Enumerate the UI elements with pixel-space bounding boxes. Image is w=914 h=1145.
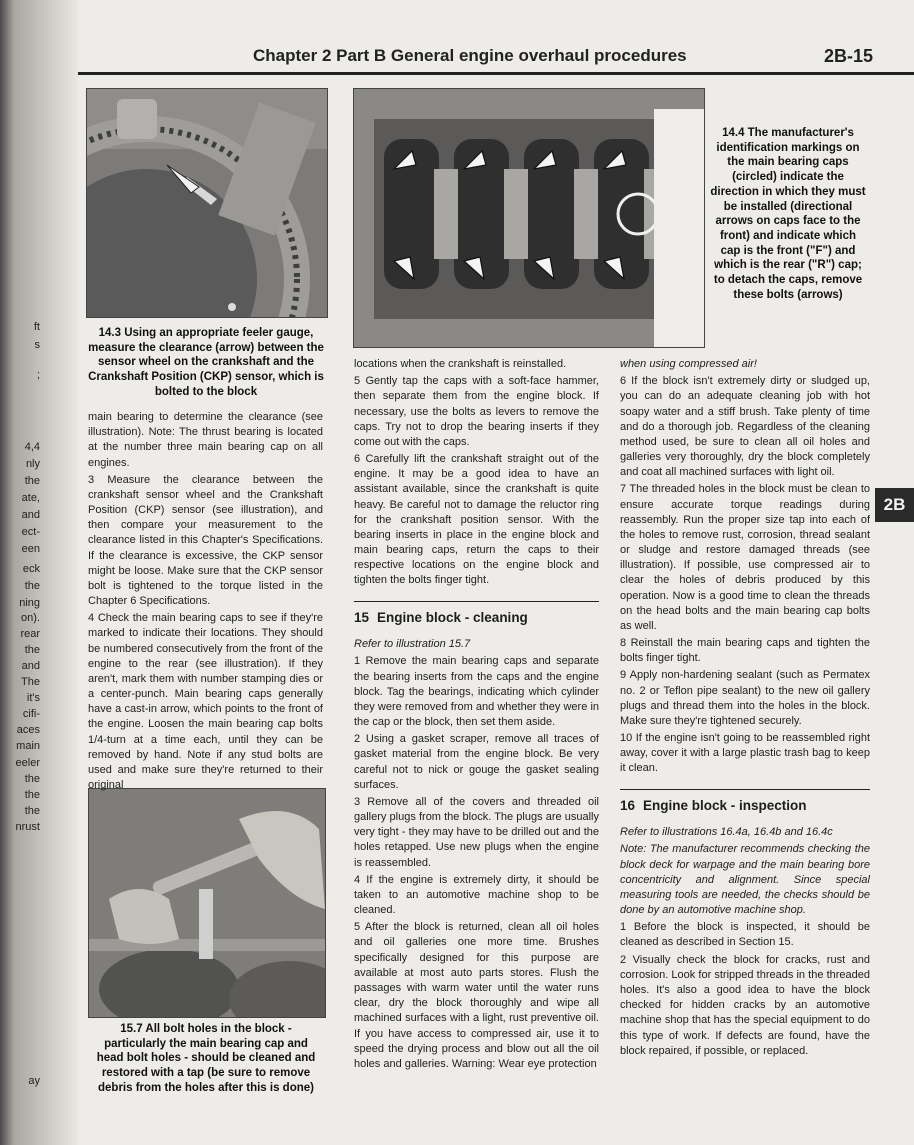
paragraph: 4 If the engine is extremely dirty, it should be taken to an automotive machine shop to be cleaned.: [354, 873, 599, 917]
paragraph: 5 After the block is returned, clean all oil holes and oil galleries one more time. Brushes specifically designed for this purpose are available at most auto parts stores. Flush the passages with warm water until the water runs clear, dry the block thoroughly and wipe all machined surfaces with a light, rust preventive oil. If you have access to compressed air, use it to speed the drying process and blow out all the oil holes and galleries. Warning: Wear eye protection: [354, 921, 599, 1070]
text-column-middle: [354, 357, 599, 1074]
paragraph: 5 Gently tap the caps with a soft-face hammer, then separate them from the engine block. If necessary, use the bolts as levers to remove the caps. Try not to drop the bearing inserts if they come out with the caps.: [354, 375, 599, 448]
page-header: [253, 46, 873, 74]
binding-text-fragment: the: [24, 773, 40, 785]
paragraph: 1 Remove the main bearing caps and separate the bearing inserts from the caps and the engine block. Tag the bearings, indicating which cylinder they were removed from and whether they were in the cap or the block, then set them aside.: [354, 655, 599, 729]
paragraph: 10 If the engine isn't going to be reassembled right away, cover it with a large plastic trash bag to keep it clean.: [620, 732, 870, 775]
paragraph: 3 Remove all of the covers and threaded oil gallery plugs from the block. The plugs are usually very tight - they may have to be drilled out and the holes retapped. Use new plugs when the engine is reassembled.: [354, 795, 599, 869]
section-title: Engine block - inspection: [643, 797, 807, 813]
caption-fig-15-7: 15.7 All bolt holes in the block - particularly the main bearing cap and head bolt holes - should be cleaned and restored with a tap (be sure to remove debris from the holes after this is done): [96, 1023, 316, 1094]
paragraph: 7 The threaded holes in the block must be clean to ensure accurate torque readings during reassembly. Run the proper size tap into each of the holes to remove rust, corrosion, thread sealant or sludge and restore damaged threads (see illustration). If possible, use compressed air to clear the holes of debris produced by this operation. Now is a good time to clean the threads on the head bolts and the main bearing cap bolts as well.: [620, 483, 870, 632]
paragraph: 6 Carefully lift the crankshaft straight out of the engine. It may be a good idea to have an assistant available, since the crankshaft is quite heavy. Be careful not to damage the reluctor ring for the crankshaft position sensor. With the bearing inserts in place in the engine block and main bearing caps, return the caps to their respective locations on the engine block and tighten the bolts finger tight.: [354, 453, 599, 587]
paragraph: locations when the crankshaft is reinstalled.: [354, 358, 567, 370]
paragraph: 9 Apply non-hardening sealant (such as Permatex no. 2 or Teflon pipe sealant) to the new oil gallery plugs and thread them into the holes in the block. Make sure they're tightened securely.: [620, 669, 870, 727]
binding-text-fragment: ning: [19, 597, 40, 609]
binding-text-fragment: and: [21, 509, 40, 521]
binding-text-fragment: it's: [26, 692, 40, 704]
binding-text-fragment: the: [24, 580, 40, 592]
binding-text-fragment: 4,4: [24, 441, 40, 453]
section-title: Engine block - cleaning: [377, 609, 528, 625]
book-binding-margin: [0, 0, 78, 1145]
paragraph: 8 Reinstall the main bearing caps and tighten the bolts finger tight.: [620, 637, 870, 665]
caption-fig-14-4: 14.4 The manufacturer's identification markings on the main bearing caps (circled) indicate the direction in which they must be installed (directional arrows on caps face to the front) and indicate which cap is the front ("F") and which is the rear ("R") cap; to detach the caps, remove these bolts (arrows): [710, 127, 866, 301]
header-rule: [78, 72, 914, 75]
bearing-caps-illustration: [354, 89, 704, 347]
binding-text-fragment: ay: [28, 1075, 40, 1087]
note-paragraph: Note: The manufacturer recommends checking the block deck for warpage and the main bearing bore concentricity and alignment. Since special measuring tools are needed, the checks should be done by an automotive machine shop.: [620, 843, 870, 917]
binding-text-fragment: ate,: [21, 492, 40, 504]
section-number: 16: [620, 797, 636, 813]
photo-feeler-gauge-ckp: [86, 88, 328, 318]
binding-text-fragment: rear: [20, 628, 40, 640]
paragraph: 6 If the block isn't extremely dirty or sludged up, you can do an adequate cleaning job with hot soapy water and a stiff brush. Take plenty of time and do a thorough job. Regardless of the cleaning method used, be sure to clean all oil holes and galleries very thoroughly, dry the block completely and coat all machined surfaces with light oil.: [620, 375, 870, 479]
paragraph: 4 Check the main bearing caps to see if they're marked to indicate their locations. They should be numbered consecutively from the front of the engine to the rear (see illustration). If they aren't, mark them with number stamping dies or a center-punch. Main bearing caps generally have a cast-in arrow, which points to the front of the engine. Loosen the main bearing cap bolts 1/4-turn at a time each, until they can be removed by hand. Note if any stud bolts are used and make sure they're returned to their original: [88, 612, 323, 792]
photo-tap-bolt-holes: [88, 788, 326, 1018]
binding-text-fragment: ft: [33, 321, 40, 333]
paragraph: 3 Measure the clearance between the crankshaft sensor wheel and the Crankshaft Position (CKP) sensor (see illustration), and then compare your measurement to the clearance listed in this Chapter's Specifications. If the clearance is excessive, the CKP sensor might be loose. Make sure that the CKP sensor bolt is tightened to the torque listed in the Chapter 6 Specifications.: [88, 473, 323, 608]
photo-main-bearing-caps: [353, 88, 705, 348]
binding-text-fragment: aces: [16, 724, 40, 736]
feeler-gauge-illustration: [87, 89, 327, 317]
binding-text-fragment: and: [21, 660, 40, 672]
paragraph: 2 Visually check the block for cracks, rust and corrosion. Look for stripped threads in the threaded holes. It's also a good idea to have the block checked for hidden cracks by an automotive machine shop that has the special equipment to do this type of work. If defects are found, have the block repaired, if possible, or replaced.: [620, 953, 870, 1057]
binding-text-fragment: nly: [25, 458, 40, 470]
binding-text-fragment: on).: [21, 612, 40, 624]
tap-illustration: [89, 789, 325, 1017]
binding-text-fragment: s: [34, 339, 40, 351]
paragraph: main bearing to determine the clearance (see illustration). Note: The thrust bearing is located at the number three main bearing cap on all engines.: [88, 411, 323, 469]
page-number: 2B-15: [823, 46, 873, 66]
chapter-side-tab: 2B: [875, 488, 914, 522]
illustration-reference: Refer to illustration 15.7: [354, 638, 471, 651]
paragraph: 2 Using a gasket scraper, remove all traces of gasket material from the engine block. Be very careful not to nick or gouge the gasket sealing surfaces.: [354, 733, 599, 791]
binding-text-fragment: the: [24, 644, 40, 656]
paragraph: 1 Before the block is inspected, it should be cleaned as described in Section 15.: [620, 921, 870, 949]
binding-text-fragment: the: [24, 789, 40, 801]
binding-text-fragment: The: [21, 676, 40, 688]
text-column-right: [620, 357, 870, 1061]
binding-text-fragment: eck: [22, 563, 40, 575]
binding-text-fragment: ect-: [21, 526, 40, 538]
section-16-heading: [620, 789, 870, 816]
binding-text-fragment: the: [24, 475, 40, 487]
binding-text-fragment: eeler: [15, 757, 40, 769]
caption-fig-14-3: 14.3 Using an appropriate feeler gauge, measure the clearance (arrow) between the sensor wheel on the crankshaft and the Crankshaft Position (CKP) sensor, which is bolted to the block: [88, 327, 324, 398]
section-15-heading: [354, 601, 599, 628]
illustration-reference: Refer to illustrations 16.4a, 16.4b and 16.4c: [620, 826, 833, 839]
binding-text-fragment: main: [16, 740, 40, 752]
section-number: 15: [354, 609, 370, 625]
text-column-left: [88, 410, 323, 795]
binding-text-fragment: cifi-: [22, 708, 40, 720]
binding-text-fragment: een: [21, 543, 40, 555]
binding-text-fragment: the: [24, 805, 40, 817]
manual-page: [78, 0, 914, 1145]
paragraph: when using compressed air!: [620, 358, 757, 370]
chapter-title: Chapter 2 Part B General engine overhaul procedures: [253, 46, 687, 65]
binding-text-fragment: nrust: [15, 821, 40, 833]
binding-text-fragment: ;: [36, 369, 40, 381]
